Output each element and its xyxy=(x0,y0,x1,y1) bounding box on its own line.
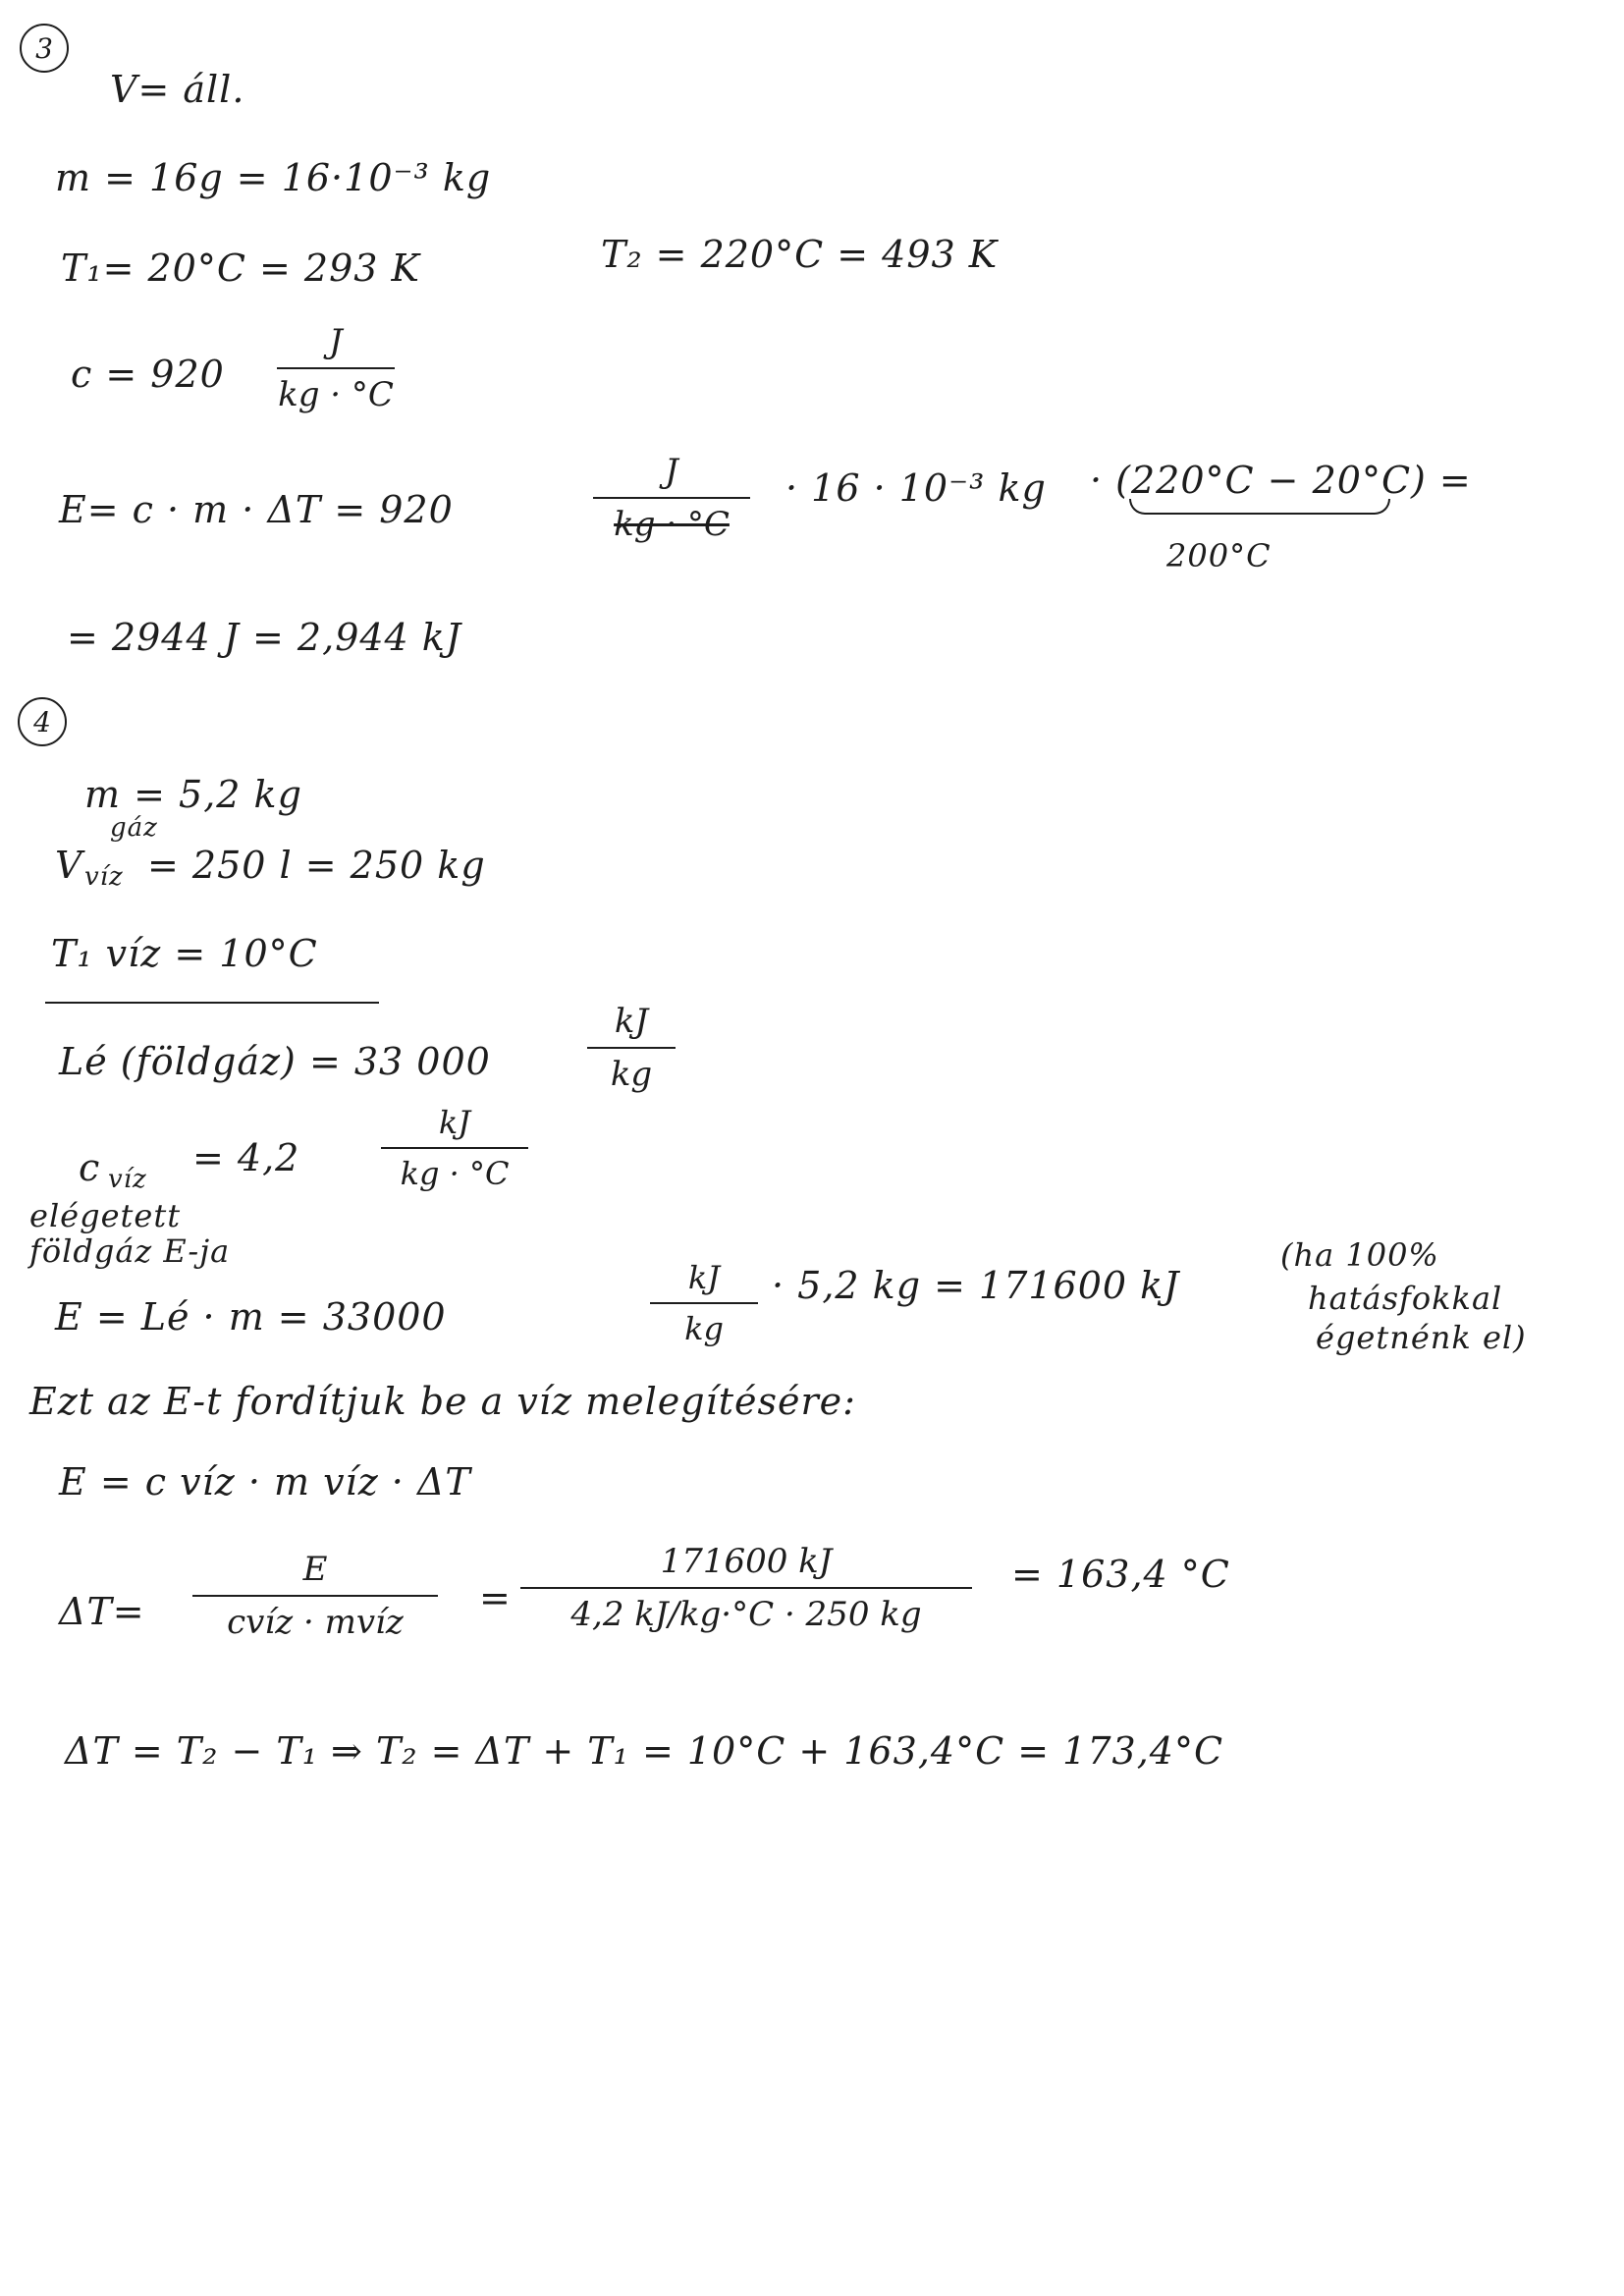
fraction-bar xyxy=(381,1147,528,1149)
delta-t-label: ΔT= xyxy=(59,1590,145,1633)
fraction-bar xyxy=(650,1302,758,1304)
delta-t-equals: = xyxy=(479,1576,512,1619)
specific-heat-line: c = 920 xyxy=(71,353,225,396)
heat-of-combustion-line: Lé (földgáz) = 33 000 xyxy=(59,1040,491,1083)
efficiency-note-3: égetnénk el) xyxy=(1316,1319,1527,1356)
water-specific-heat-symbol: c xyxy=(79,1146,101,1189)
water-specific-heat-unit-den: kg · °C xyxy=(400,1155,510,1192)
t1-line: T₁= 20°C = 293 K xyxy=(61,246,420,290)
delta-t-result: = 163,4 °C xyxy=(1011,1553,1230,1596)
problem-3-number-text: 3 xyxy=(35,31,53,65)
water-volume-symbol: V xyxy=(55,844,83,887)
final-temperature-line: ΔT = T₂ − T₁ ⇒ T₂ = ΔT + T₁ = 10°C + 163,4°C = 173,4°C xyxy=(65,1729,1224,1773)
water-volume-rest: = 250 l = 250 kg xyxy=(147,844,486,887)
volume-constant-line: V= áll. xyxy=(110,68,245,111)
energy-equation-mass: · 16 · 10⁻³ kg xyxy=(785,466,1047,510)
problem-3-number xyxy=(20,24,69,73)
delta-t-numeric-num: 171600 kJ xyxy=(660,1542,833,1581)
water-initial-temperature: T₁ víz = 10°C xyxy=(51,932,318,975)
energy-equation-unit xyxy=(593,452,750,544)
efficiency-note-1: (ha 100% xyxy=(1280,1236,1439,1274)
water-specific-heat-subscript: víz xyxy=(108,1165,147,1194)
efficiency-note-2: hatásfokkal xyxy=(1308,1280,1503,1317)
gas-energy-equation-rest: · 5,2 kg = 171600 kJ xyxy=(772,1264,1180,1307)
water-specific-heat-unit-num: kJ xyxy=(438,1104,471,1141)
delta-t-numeric-den: 4,2 kJ/kg·°C · 250 kg xyxy=(570,1595,922,1634)
problem-4-number-text: 4 xyxy=(33,705,51,738)
water-heating-formula: E = c víz · m víz · ΔT xyxy=(59,1460,471,1503)
fraction-bar xyxy=(520,1587,972,1589)
delta-t-symbolic-num: E xyxy=(302,1550,328,1589)
heat-of-combustion-unit xyxy=(587,1002,676,1094)
explanation-sentence: Ezt az E-t fordítjuk be a víz melegítésére: xyxy=(29,1380,856,1423)
note-burned: elégetett xyxy=(29,1197,182,1234)
gas-energy-equation-unit xyxy=(650,1259,758,1347)
problem-4-number xyxy=(18,697,67,746)
fraction-bar xyxy=(587,1047,676,1049)
mass-line: m = 16g = 16·10⁻³ kg xyxy=(55,156,492,199)
delta-t-symbolic-den: cvíz · mvíz xyxy=(227,1603,404,1642)
specific-heat-unit xyxy=(277,322,395,414)
note-natural-gas-energy: földgáz E-ja xyxy=(29,1232,231,1270)
specific-heat-unit-den: kg · °C xyxy=(278,375,394,414)
fraction-bar xyxy=(192,1595,438,1597)
energy-equation-temperature: · (220°C − 20°C) = xyxy=(1090,459,1472,502)
energy-equation-unit-num: J xyxy=(665,452,678,491)
water-specific-heat-value: = 4,2 xyxy=(192,1136,300,1179)
water-specific-heat-unit xyxy=(381,1104,528,1192)
gas-energy-equation-unit-num: kJ xyxy=(687,1259,721,1296)
separator-line xyxy=(45,1002,379,1004)
energy-result: = 2944 J = 2,944 kJ xyxy=(67,616,462,659)
gas-energy-equation-left: E = Lé · m = 33000 xyxy=(55,1295,447,1339)
water-volume-subscript: víz xyxy=(84,862,124,892)
energy-equation-left: E= c · m · ΔT = 920 xyxy=(59,488,454,531)
fraction-bar xyxy=(277,367,395,369)
heat-of-combustion-unit-num: kJ xyxy=(614,1002,649,1041)
underbrace xyxy=(1129,499,1390,515)
fraction-bar xyxy=(593,497,750,499)
gas-energy-equation-unit-den: kg xyxy=(684,1310,724,1347)
delta-t-symbolic-fraction xyxy=(192,1550,438,1642)
delta-t-numeric-fraction xyxy=(520,1542,972,1634)
energy-equation-unit-den: kg · °C xyxy=(614,505,730,544)
gas-mass-line: m = 5,2 kg xyxy=(84,773,302,816)
specific-heat-unit-num: J xyxy=(329,322,343,361)
heat-of-combustion-unit-den: kg xyxy=(610,1055,653,1094)
gas-mass-subscript: gáz xyxy=(110,813,158,843)
temperature-difference-label: 200°C xyxy=(1166,537,1272,574)
t2-line: T₂ = 220°C = 493 K xyxy=(601,233,999,276)
